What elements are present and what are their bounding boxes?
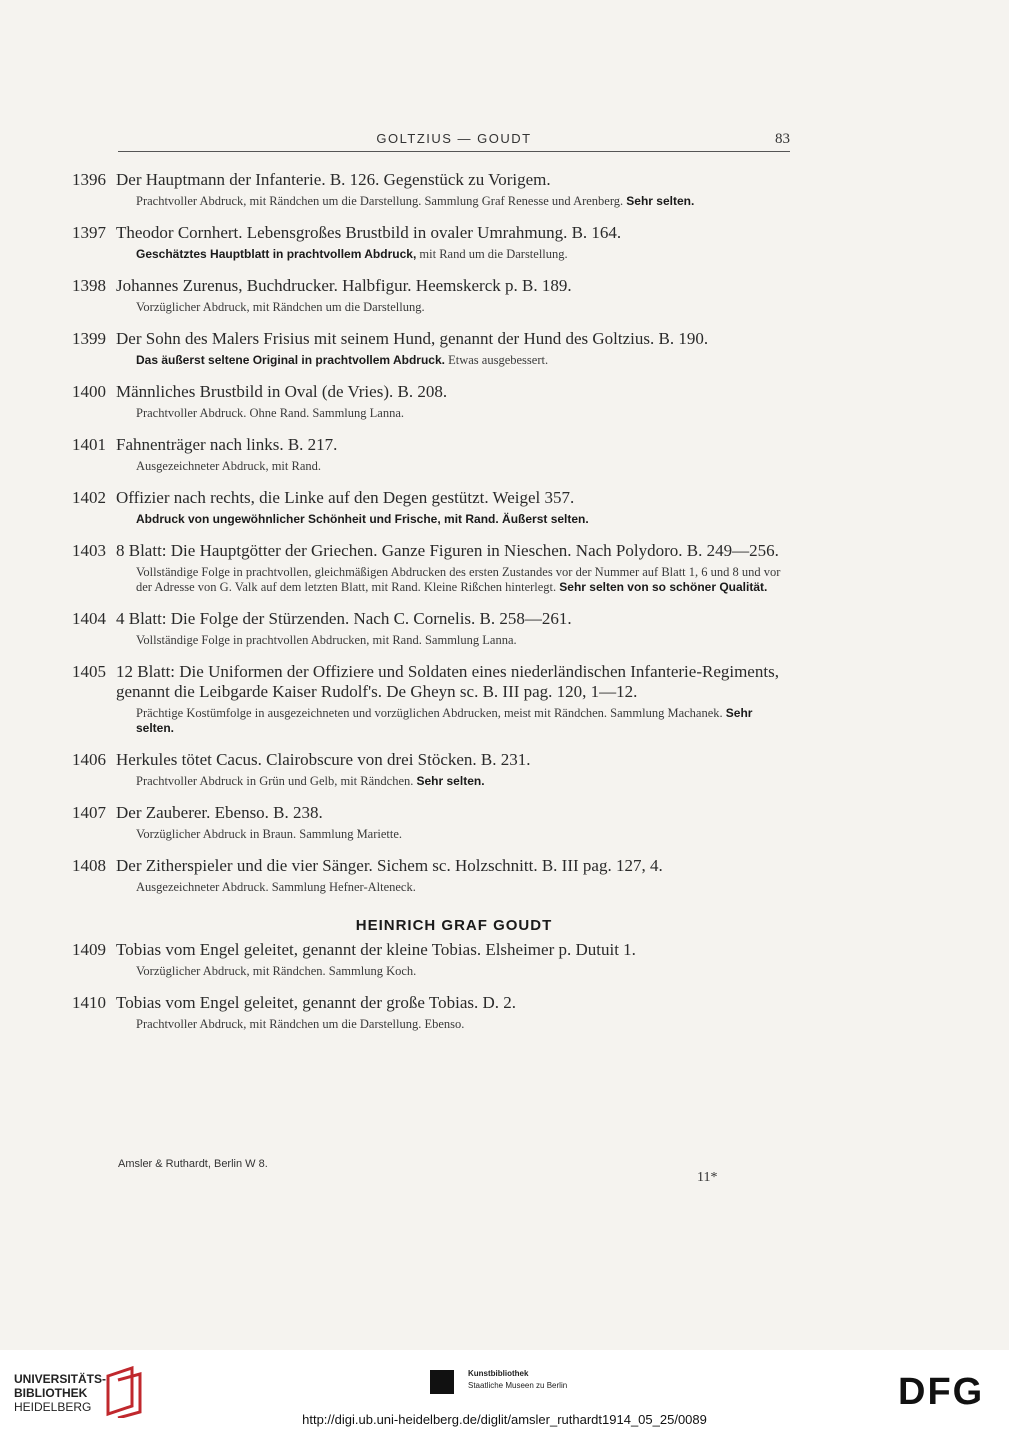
kunstbibliothek-logo[interactable] (430, 1364, 610, 1404)
note-emphasis: Abdruck von ungewöhnlicher Schönheit und Frische, mit Rand. Äußerst selten. (136, 512, 589, 526)
entry-note (136, 353, 792, 368)
note-emphasis: Geschätztes Hauptblatt in prachtvollem Abdruck, (136, 247, 417, 261)
catalogue-entry (72, 541, 792, 595)
entry-title: Offizier nach rechts, die Linke auf den Degen gestützt. Weigel 357. (116, 488, 575, 507)
entry-title: Theodor Cornhert. Lebensgroßes Brustbild in ovaler Umrahmung. B. 164. (116, 223, 622, 242)
sheet-signature: 11* (697, 1170, 718, 1185)
entry-note (136, 300, 792, 315)
catalogue-entry (72, 856, 792, 895)
entry-number: 1404 (72, 609, 106, 628)
entry-number: 1405 (72, 662, 106, 681)
header-title: GOLTZIUS — GOUDT (376, 131, 532, 146)
page-number: 83 (775, 131, 790, 147)
note-text: Ausgezeichneter Abdruck, mit Rand. (136, 459, 322, 473)
kb-line1: Kunstbibliothek (468, 1369, 529, 1378)
entry-title: Der Zauberer. Ebenso. B. 238. (116, 803, 323, 822)
catalogue-entry (72, 276, 792, 315)
catalogue-entry (72, 662, 792, 736)
kb-line2: Staatliche Museen zu Berlin (468, 1381, 568, 1390)
note-emphasis: Sehr selten. (416, 774, 485, 788)
catalogue-entry (72, 609, 792, 648)
ub-logo-text (14, 1372, 106, 1414)
catalogue-entry (72, 382, 792, 421)
catalogue-entry (72, 940, 792, 979)
entry-number: 1398 (72, 276, 106, 295)
kb-eagle-icon (430, 1370, 454, 1394)
note-text: Prachtvoller Abdruck. Ohne Rand. Sammlung Lanna. (136, 406, 404, 420)
catalogue-entry (72, 435, 792, 474)
entry-note (136, 194, 792, 209)
note-text: Prachtvoller Abdruck, mit Rändchen um die Darstellung. Sammlung Graf Renesse und Arenberg. (136, 194, 624, 208)
note-emphasis: Das äußerst seltene Original in prachtvollem Abdruck. (136, 353, 445, 367)
entry-number: 1399 (72, 329, 106, 348)
entry-number: 1397 (72, 223, 106, 242)
catalogue-entry (72, 223, 792, 262)
entry-number: 1403 (72, 541, 106, 560)
note-text: Prachtvoller Abdruck, mit Rändchen um die Darstellung. Ebenso. (136, 1017, 465, 1031)
running-header (118, 131, 790, 152)
permalink-url[interactable]: http://digi.ub.uni-heidelberg.de/diglit/amsler_ruthardt1914_05_25/0089 (302, 1412, 707, 1427)
entry-title: Der Zitherspieler und die vier Sänger. Sichem sc. Holzschnitt. B. III pag. 127, 4. (116, 856, 663, 875)
entry-list-goltzius (72, 170, 792, 895)
entry-number: 1410 (72, 993, 106, 1012)
ub-book-icon (104, 1366, 144, 1418)
note-text: Prächtige Kostümfolge in ausgezeichneten und vorzüglichen Abdrucken, meist mit Rändchen. Sammlung Machanek. (136, 706, 723, 720)
note-text: Prachtvoller Abdruck in Grün und Gelb, mit Rändchen. (136, 774, 414, 788)
note-text: Vorzüglicher Abdruck, mit Rändchen. Sammlung Koch. (136, 964, 417, 978)
entry-number: 1406 (72, 750, 106, 769)
entry-title: 12 Blatt: Die Uniformen der Offiziere und Soldaten eines niederländischen Infanterie-Regiments, genannt die Leibgarde Kaiser Rudolf's. De Gheyn sc. B. III pag. 120, 1—12. (116, 662, 779, 701)
entry-note (136, 774, 792, 789)
entry-number: 1400 (72, 382, 106, 401)
note-text: Vorzüglicher Abdruck, mit Rändchen um die Darstellung. (136, 300, 425, 314)
section-heading: HEINRICH GRAF GOUDT (355, 917, 553, 934)
note-text: mit Rand um die Darstellung. (419, 247, 568, 261)
entry-title: Johannes Zurenus, Buchdrucker. Halbfigur. Heemskerck p. B. 189. (116, 276, 572, 295)
note-text: Vollständige Folge in prachtvollen, gleichmäßigen Abdrucken des ersten Zustandes vor der Nummer auf Blatt 1, 6 und 8 und vor der Adresse von G. Valk auf dem letzten Blatt, mit Rand. Kleine Rißchen hinterlegt. (136, 565, 781, 594)
entry-note (136, 406, 792, 421)
ub-line2: BIBLIOTHEK (14, 1386, 88, 1400)
digitization-footer (0, 1350, 1009, 1430)
note-text: Etwas ausgebessert. (448, 353, 549, 367)
entry-note (136, 247, 792, 262)
entry-note (136, 880, 792, 895)
entry-title: Männliches Brustbild in Oval (de Vries). B. 208. (116, 382, 448, 401)
entry-title: Der Sohn des Malers Frisius mit seinem Hund, genannt der Hund des Goltzius. B. 190. (116, 329, 709, 348)
catalogue-entry (72, 329, 792, 368)
entry-list-goudt (72, 940, 792, 1032)
catalogue-entries (72, 170, 792, 1046)
entry-number: 1402 (72, 488, 106, 507)
entry-title: Der Hauptmann der Infanterie. B. 126. Gegenstück zu Vorigem. (116, 170, 551, 189)
kb-logo-text (468, 1368, 567, 1392)
dfg-logo[interactable]: DFG (898, 1371, 985, 1413)
note-emphasis: Sehr selten von so schöner Qualität. (559, 580, 768, 594)
note-text: Ausgezeichneter Abdruck. Sammlung Hefner-Alteneck. (136, 880, 416, 894)
entry-title: Fahnenträger nach links. B. 217. (116, 435, 338, 454)
ub-heidelberg-logo[interactable] (14, 1366, 144, 1418)
note-text: Vollständige Folge in prachtvollen Abdrucken, mit Rand. Sammlung Lanna. (136, 633, 517, 647)
entry-number: 1401 (72, 435, 106, 454)
publisher-imprint: Amsler & Ruthardt, Berlin W 8. (118, 1158, 268, 1170)
entry-title: Tobias vom Engel geleitet, genannt der kleine Tobias. Elsheimer p. Dutuit 1. (116, 940, 636, 959)
catalogue-entry (72, 488, 792, 527)
entry-number: 1409 (72, 940, 106, 959)
catalogue-entry (72, 750, 792, 789)
entry-number: 1396 (72, 170, 106, 189)
entry-title: 8 Blatt: Die Hauptgötter der Griechen. Ganze Figuren in Nieschen. Nach Polydoro. B. 249—256. (116, 541, 779, 560)
entry-title: Herkules tötet Cacus. Clairobscure von drei Stöcken. B. 231. (116, 750, 531, 769)
entry-number: 1408 (72, 856, 106, 875)
entry-note (136, 827, 792, 842)
entry-note (136, 1017, 792, 1032)
catalogue-entry (72, 803, 792, 842)
note-emphasis: Sehr selten. (626, 194, 695, 208)
ub-line1: UNIVERSITÄTS- (14, 1372, 107, 1386)
ub-line3: HEIDELBERG (14, 1400, 92, 1414)
entry-note (136, 512, 792, 527)
note-text: Vorzüglicher Abdruck in Braun. Sammlung Mariette. (136, 827, 403, 841)
entry-title: 4 Blatt: Die Folge der Stürzenden. Nach C. Cornelis. B. 258—261. (116, 609, 572, 628)
catalogue-entry (72, 993, 792, 1032)
entry-note (136, 459, 792, 474)
entry-note (136, 633, 792, 648)
entry-title: Tobias vom Engel geleitet, genannt der große Tobias. D. 2. (116, 993, 517, 1012)
catalogue-entry (72, 170, 792, 209)
note-emphasis: Sehr selten. (136, 706, 753, 735)
entry-note (136, 964, 792, 979)
entry-number: 1407 (72, 803, 106, 822)
entry-note (136, 565, 792, 595)
entry-note (136, 706, 792, 736)
